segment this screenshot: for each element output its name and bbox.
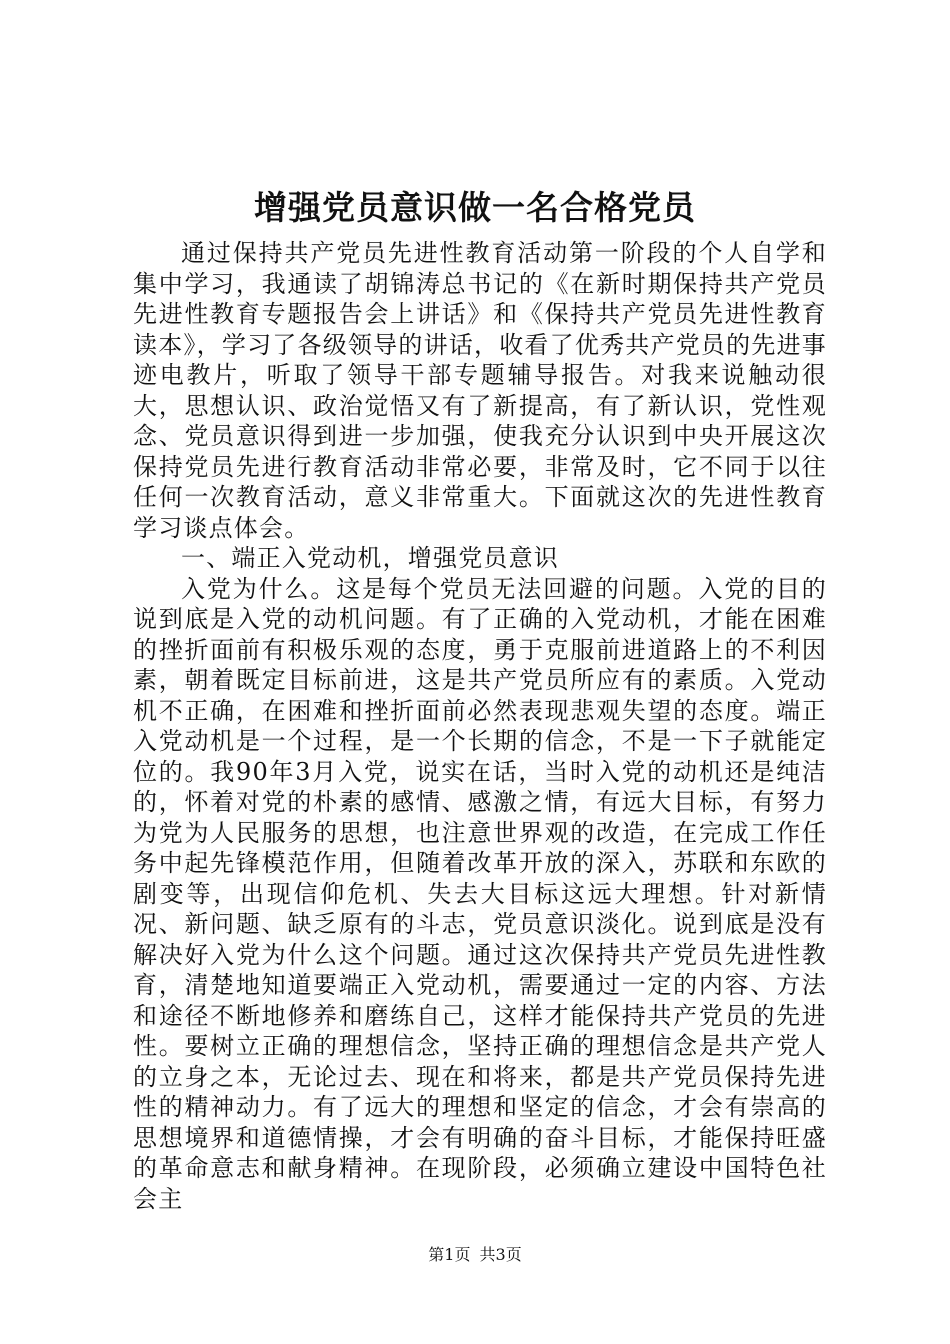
- document-title: 增强党员意识做一名合格党员: [254, 188, 696, 227]
- page-footer: 第1页 共3页: [428, 1245, 522, 1264]
- section-heading: 一、端正入党动机，增强党员意识: [181, 544, 559, 572]
- section-paragraph: 入党为什么。这是每个党员无法回避的问题。入党的目的说到底是入党的动机问题。有了正确的入党动机，才能在困难的挫折面前有积极乐观的态度，勇于克服前进道路上的不利因素，朝着既定目标前进，这是共产党员所应有的素质。入党动机不正确，在困难和挫折面前必然表现悲观失望的态度。端正入党动机是一个过程，是一个长期的信念，不是一下子就能定位的。我90年3月入党，说实在话，当时入党的动机还是纯洁的，怀着对党的朴素的感情、感激之情，有远大目标，有努力为党为人民服务的思想，也注意世界观的改造，在完成工作任务中起先锋模范作用，但随着改革开放的深入，苏联和东欧的剧变等，出现信仰危机、失去大目标这远大理想。针对新情况、新问题、缺乏原有的斗志，党员意识淡化。说到底是没有解决好入党为什么这个问题。通过这次保持共产党员先进性教育，清楚地知道要端正入党动机，需要通过一定的内容、方法和途径不断地修养和磨练自己，这样才能保持共产党员的先进性。要树立正确的理想信念，坚持正确的理想信念是共产党人的立身之本，无论过去、现在和将来，都是共产党员保持先进性的精神动力。有了远大的理想和坚定的信念，才会有崇高的思想境界和道德情操，才会有明确的奋斗目标，才能保持旺盛的革命意志和献身精神。在现阶段，必须确立建设中国特色社会主: [133, 574, 827, 1213]
- intro-paragraph: 通过保持共产党员先进性教育活动第一阶段的个人自学和集中学习，我通读了胡锦涛总书记的《在新时期保持共产党员先进性教育专题报告会上讲话》和《保持共产党员先进性教育读本》，学习了各级领导的讲话，收看了优秀共产党员的先进事迹电教片，听取了领导干部专题辅导报告。对我来说触动很大，思想认识、政治觉悟又有了新提高，有了新认识，党性观念、党员意识得到进一步加强，使我充分认识到中央开展这次保持党员先进行教育活动非常必要，非常及时，它不同于以往任何一次教育活动，意义非常重大。下面就这次的先进性教育学习谈点体会。: [133, 239, 827, 542]
- document-body: [133, 238, 827, 1214]
